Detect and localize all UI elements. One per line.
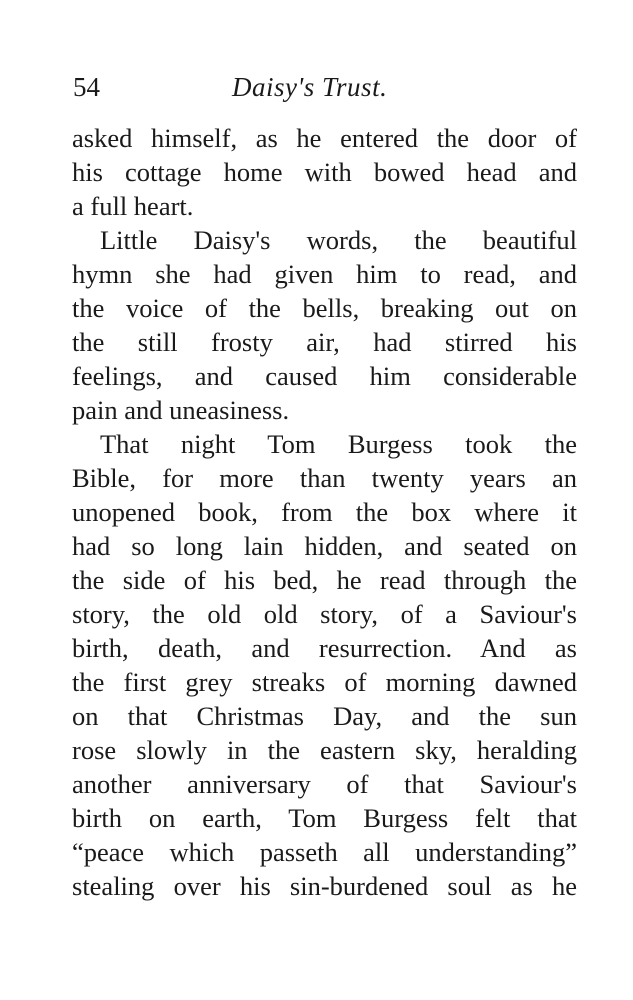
text-line: birth, death, and resurrection. And as bbox=[72, 633, 577, 663]
text-line: his cottage home with bowed head and bbox=[72, 157, 577, 187]
text-line: stealing over his sin-burdened soul as he bbox=[72, 871, 577, 901]
text-line: pain and uneasiness. bbox=[72, 395, 290, 425]
text-line: feelings, and caused him considerable bbox=[72, 361, 577, 391]
text-line: That night Tom Burgess took the bbox=[100, 429, 577, 459]
text-line: hymn she had given him to read, and bbox=[72, 259, 577, 289]
text-line: on that Christmas Day, and the sun bbox=[72, 701, 577, 731]
text-line: unopened book, from the box where it bbox=[72, 497, 577, 527]
text-line: a full heart. bbox=[72, 191, 194, 221]
text-line: rose slowly in the eastern sky, heralding bbox=[72, 735, 577, 765]
text-line: had so long lain hidden, and seated on bbox=[72, 531, 577, 561]
text-line: “peace which passeth all understanding” bbox=[72, 837, 577, 867]
text-line: the still frosty air, had stirred his bbox=[72, 327, 577, 357]
text-line: the side of his bed, he read through the bbox=[72, 565, 577, 595]
text-line: asked himself, as he entered the door of bbox=[72, 123, 577, 153]
text-line: birth on earth, Tom Burgess felt that bbox=[72, 803, 577, 833]
text-line: Little Daisy's words, the beautiful bbox=[100, 225, 577, 255]
page-number: 54 bbox=[73, 72, 100, 102]
body-text bbox=[72, 121, 577, 903]
text-line: another anniversary of that Saviour's bbox=[72, 769, 577, 799]
running-title: Daisy's Trust. bbox=[232, 72, 388, 102]
text-line: Bible, for more than twenty years an bbox=[72, 463, 577, 493]
page-header bbox=[0, 70, 633, 110]
text-line: the voice of the bells, breaking out on bbox=[72, 293, 577, 323]
text-line: story, the old old story, of a Saviour's bbox=[72, 599, 577, 629]
text-line: the first grey streaks of morning dawned bbox=[72, 667, 577, 697]
